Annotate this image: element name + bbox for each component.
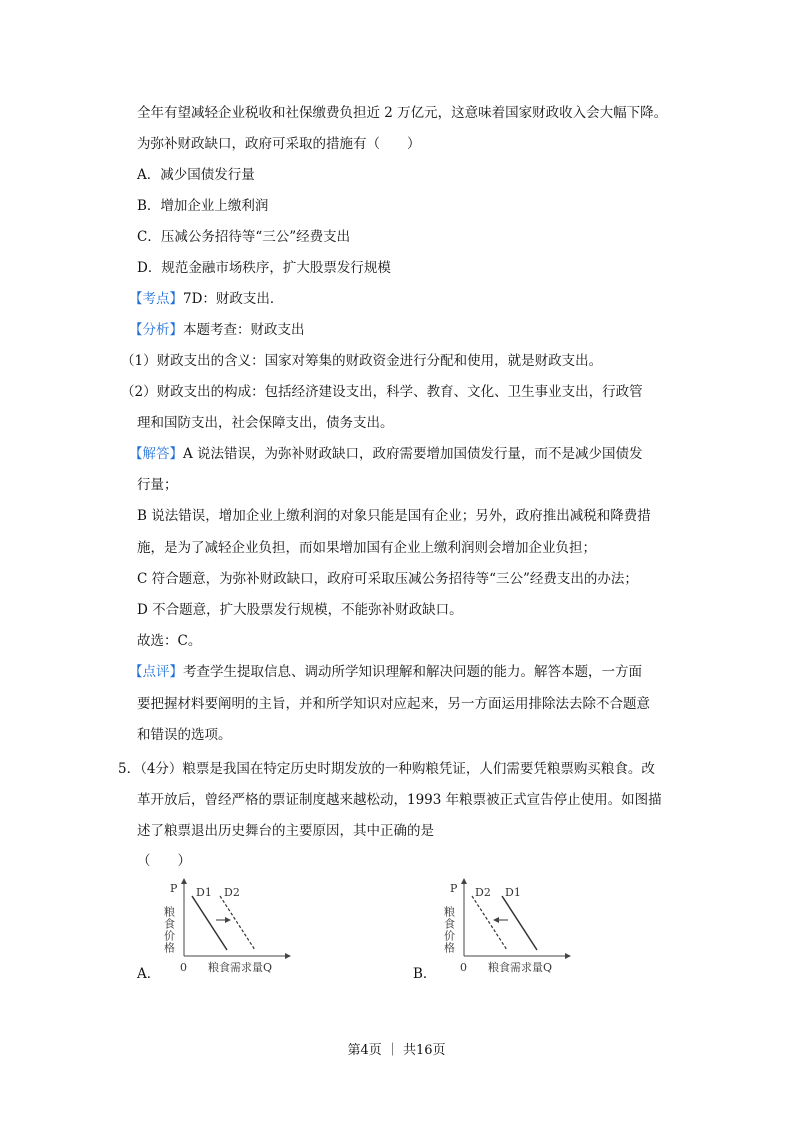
jieda-line: 施，是为了减轻企业负担，而如果增加国有企业上缴利润则会增加企业负担； xyxy=(137,540,596,556)
curve-d2 xyxy=(472,896,507,950)
q5-line: 述了粮票退出历史舞台的主要原因，其中正确的是 xyxy=(137,823,434,839)
dianping-line: 要把握材料要阐明的主旨，并和所学知识对应起来，另一方面运用排除法去除不合题意 xyxy=(137,696,650,712)
stem-line: 为弥补财政缺口，政府可采取的措施有（ ） xyxy=(137,136,421,152)
fenxi-text: 本题考查：财政支出 xyxy=(183,322,305,338)
kaodian-text: 7D：财政支出． xyxy=(183,291,284,307)
y-axis-label: 粮食价格 xyxy=(442,906,456,954)
d2-label: D2 xyxy=(224,886,240,899)
fenxi-line: （2）财政支出的构成：包括经济建设支出，科学、教育、文化、卫生事业支出，行政管 xyxy=(121,384,643,400)
fenxi-line: （1）财政支出的含义：国家对筹集的财政资金进行分配和使用，就是财政支出。 xyxy=(121,353,603,369)
x-axis-label: 粮食需求量Q xyxy=(488,961,553,974)
chart-b-option: B． xyxy=(413,966,437,982)
dianping-text: 考查学生提取信息、调动所学知识理解和解决问题的能力。解答本题，一方面 xyxy=(183,664,642,680)
jieda xyxy=(129,445,643,463)
x-axis-label: 粮食需求量Q xyxy=(208,961,273,974)
d1-label: D1 xyxy=(196,886,212,899)
curve-d2 xyxy=(220,896,255,950)
jieda-line: D 不合题意，扩大股票发行规模，不能弥补财政缺口。 xyxy=(137,602,463,618)
dianping-tag: 【点评】 xyxy=(129,664,183,680)
stem-line: 全年有望减轻企业税收和社保缴费负担近 2 万亿元，这意味着国家财政收入会大幅下降。 xyxy=(137,105,668,121)
demand-chart-a xyxy=(160,874,295,974)
kaodian xyxy=(129,290,283,308)
chart-a-option: A． xyxy=(137,966,161,982)
jieda-line: C 符合题意，为弥补财政缺口，政府可采取压减公务招待等“三公”经费支出的办法； xyxy=(137,571,638,587)
option-d: D．规范金融市场秩序，扩大股票发行规模 xyxy=(137,260,391,276)
d1-label: D1 xyxy=(505,886,521,899)
kaodian-tag: 【考点】 xyxy=(129,291,183,307)
q5-line: （ ） xyxy=(137,853,191,869)
q5-line: 革开放后，曾经严格的票证制度越来越松动，1993 年粮票被正式宣告停止使用。如图描 xyxy=(137,792,662,808)
q5-line: 5．（4分）粮票是我国在特定历史时期发放的一种购粮凭证，人们需要凭粮票购买粮食。改 xyxy=(118,761,655,777)
dianping xyxy=(129,663,642,681)
fenxi-tag: 【分析】 xyxy=(129,322,183,338)
origin-label: 0 xyxy=(180,961,187,974)
page-footer: 第4页 ｜ 共16页 xyxy=(347,1043,446,1058)
jieda-line: B 说法错误，增加企业上缴利润的对象只能是国有企业；另外，政府推出减税和降费措 xyxy=(137,508,651,524)
y-axis-letter: P xyxy=(170,882,178,895)
jieda-line: 行量； xyxy=(137,477,178,493)
option-a: A．减少国债发行量 xyxy=(137,167,255,183)
origin-label: 0 xyxy=(460,961,467,974)
fenxi-line: 理和国防支出，社会保障支出，债务支出。 xyxy=(137,415,394,431)
curve-d1 xyxy=(192,896,227,950)
jieda-tag: 【解答】 xyxy=(129,446,183,462)
option-c: C．压减公务招待等“三公”经费支出 xyxy=(137,229,351,245)
jieda-line: 故选：C。 xyxy=(137,633,202,649)
y-axis-letter: P xyxy=(450,882,458,895)
option-b: B．增加企业上缴利润 xyxy=(137,198,269,214)
fenxi xyxy=(129,321,305,339)
y-axis-label: 粮食价格 xyxy=(162,906,176,954)
demand-chart-b xyxy=(440,874,575,974)
dianping-line: 和错误的选项。 xyxy=(137,727,232,743)
jieda-text: A 说法错误，为弥补财政缺口，政府需要增加国债发行量，而不是减少国债发 xyxy=(183,446,643,462)
curve-d1 xyxy=(502,896,537,950)
d2-label: D2 xyxy=(475,886,491,899)
